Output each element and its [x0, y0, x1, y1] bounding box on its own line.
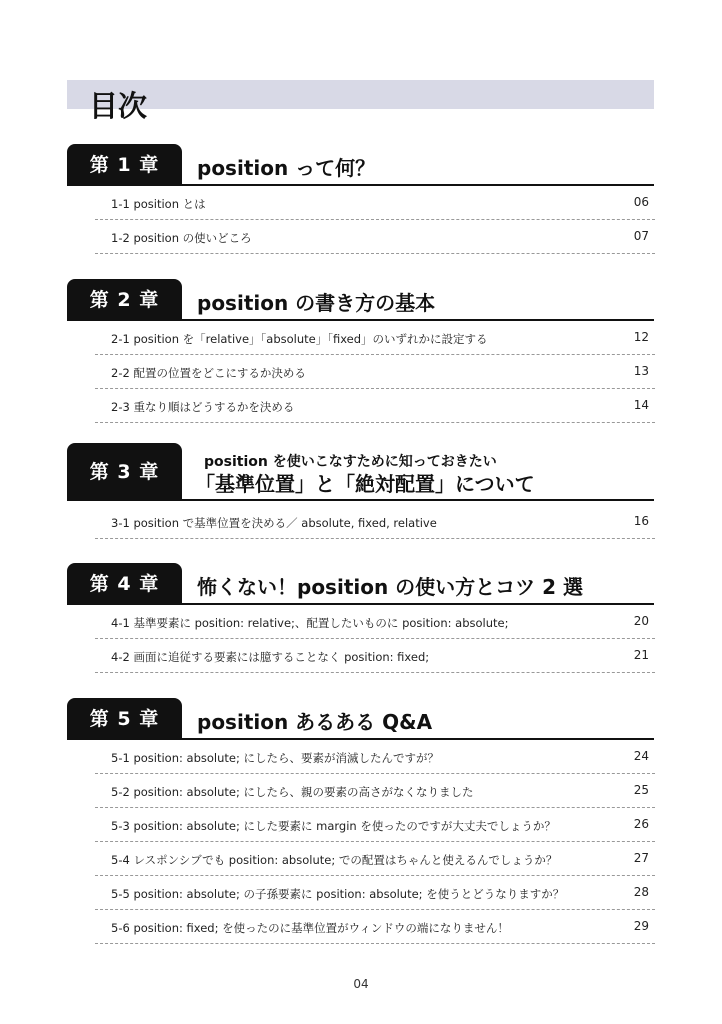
entry-page: 26 — [633, 817, 649, 831]
toc-entry[interactable] — [95, 876, 655, 910]
entry-page: 24 — [633, 749, 649, 763]
entry-page: 25 — [633, 783, 649, 797]
entry-title: 5-5 position: absolute; の子孫要素に position: absolute; を使うとどうなりますか？ — [111, 887, 565, 901]
chapter-label: 第 2 章 — [67, 279, 182, 321]
chapter-label: 第 1 章 — [67, 144, 182, 186]
entry-title: 5-1 position: absolute; にしたら、要素が消滅したんですが？ — [111, 751, 439, 765]
chapter-title: 怖くない！position の使い方とコツ 2 選 — [197, 575, 584, 599]
toc-entry[interactable] — [95, 740, 655, 774]
chapter-title: position の書き方の基本 — [197, 291, 436, 315]
entry-page: 16 — [633, 514, 649, 528]
chapter-header — [67, 277, 654, 321]
entry-page: 06 — [633, 195, 649, 209]
entry-page: 12 — [633, 330, 649, 344]
entry-page: 20 — [633, 614, 649, 628]
chapter-title: 「基準位置」と「絶対配置」について — [195, 472, 535, 496]
chapter-header — [67, 696, 654, 740]
chapter-header — [67, 443, 654, 501]
entry-title: 4-2 画面に追従する要素には臆することなく position: fixed; — [111, 650, 430, 664]
chapter-1 — [67, 142, 654, 245]
chapter-label: 第 5 章 — [67, 698, 182, 740]
title-bar — [67, 80, 654, 109]
entry-title: 2-2 配置の位置をどこにするか決める — [111, 366, 306, 380]
page-number: 04 — [353, 977, 369, 991]
toc-entry[interactable] — [95, 355, 655, 389]
entry-title: 1-2 position の使いどころ — [111, 231, 252, 245]
toc-entry[interactable] — [95, 321, 655, 355]
entry-page: 21 — [633, 648, 649, 662]
toc-entry[interactable] — [95, 808, 655, 842]
entry-page: 14 — [633, 398, 649, 412]
toc-entry[interactable] — [95, 842, 655, 876]
chapter-2 — [67, 277, 654, 414]
entry-title: 5-6 position: fixed; を使ったのに基準位置がウィンドウの端になりません！ — [111, 921, 509, 935]
chapter-title: position あるある Q&A — [197, 710, 433, 734]
chapter-4 — [67, 561, 654, 664]
toc-entry[interactable] — [95, 910, 655, 944]
chapter-title: position って何？ — [197, 156, 376, 180]
chapter-5 — [67, 696, 654, 935]
entry-title: 5-4 レスポンシブでも position: absolute; での配置はちゃんと使えるんでしょうか？ — [111, 853, 558, 867]
entry-title: 4-1 基準要素に position: relative;、配置したいものに position: absolute; — [111, 616, 509, 630]
entry-title: 2-3 重なり順はどうするかを決める — [111, 400, 295, 414]
entry-page: 13 — [633, 364, 649, 378]
chapter-3 — [67, 443, 654, 530]
chapter-label: 第 4 章 — [67, 563, 182, 605]
entry-page: 07 — [633, 229, 649, 243]
entry-title: 1-1 position とは — [111, 197, 206, 211]
entry-title: 2-1 position を「relative」「absolute」「fixed」のいずれかに設定する — [111, 332, 488, 346]
toc-entry[interactable] — [95, 639, 655, 673]
toc-entry[interactable] — [95, 389, 655, 423]
page-title: 目次 — [89, 89, 148, 123]
entry-page: 29 — [633, 919, 649, 933]
toc-entry[interactable] — [95, 774, 655, 808]
entry-title: 5-3 position: absolute; にした要素に margin を使ったのですが大丈夫でしょうか？ — [111, 819, 556, 833]
toc-entry[interactable] — [95, 186, 655, 220]
entry-title: 3-1 position で基準位置を決める／ absolute, fixed, relative — [111, 516, 437, 530]
toc-entry[interactable] — [95, 220, 655, 254]
entry-page: 27 — [633, 851, 649, 865]
entry-page: 28 — [633, 885, 649, 899]
toc-entry[interactable] — [95, 605, 655, 639]
chapter-label: 第 3 章 — [67, 443, 182, 501]
chapter-subtitle: position を使いこなすために知っておきたい — [204, 454, 497, 470]
chapter-header — [67, 142, 654, 186]
chapter-rule — [67, 499, 654, 501]
toc-entry[interactable] — [95, 505, 655, 539]
entry-title: 5-2 position: absolute; にしたら、親の要素の高さがなくなりました — [111, 785, 474, 799]
chapter-header — [67, 561, 654, 605]
